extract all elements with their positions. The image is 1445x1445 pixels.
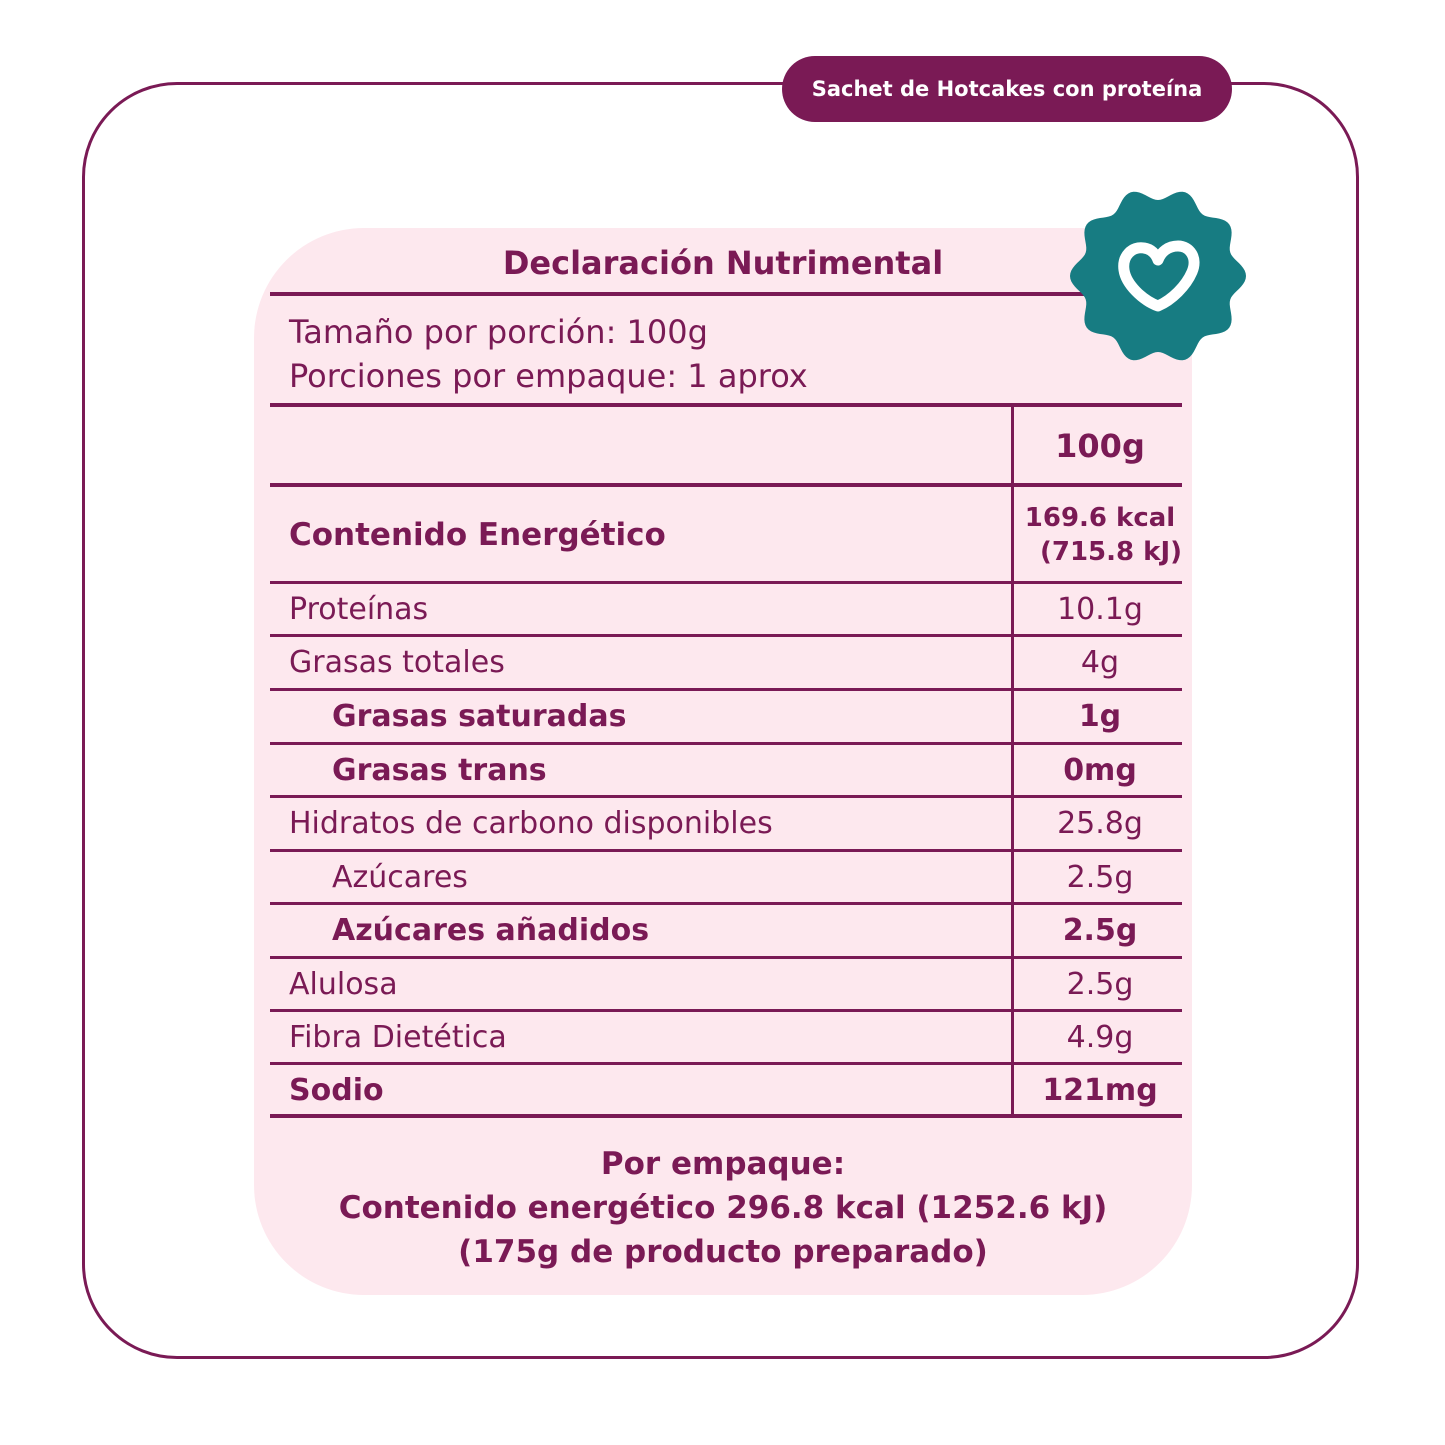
row-value-grasas-totales: 4g <box>1080 645 1120 680</box>
package-footer <box>254 1142 1192 1274</box>
row-label-proteinas: Proteínas <box>289 591 429 627</box>
panel-title: Declaración Nutrimental <box>502 244 944 282</box>
row-value-grasas-saturadas: 1g <box>1078 699 1122 734</box>
row-label-grasas-trans: Grasas trans <box>332 752 547 788</box>
row-value-azucares-anadidos: 2.5g <box>1062 913 1138 948</box>
footer-note: (175g de producto preparado) <box>458 1234 988 1270</box>
row-label-azucares-anadidos: Azúcares añadidos <box>332 913 650 948</box>
row-value-alulosa: 2.5g <box>1066 966 1134 1002</box>
row-label-azucares: Azúcares <box>332 859 468 895</box>
footer-energy: Contenido energético 296.8 kcal (1252.6 kJ) <box>338 1190 1108 1226</box>
energy-kcal: 169.6 kcal <box>1024 502 1176 533</box>
row-label-fibra: Fibra Dietética <box>289 1019 507 1055</box>
energy-label: Contenido Energético <box>289 516 666 553</box>
row-value-azucares: 2.5g <box>1066 859 1134 895</box>
row-value-sodio: 121mg <box>1042 1072 1158 1108</box>
product-tag: Sachet de Hotcakes con proteína <box>782 56 1232 122</box>
row-label-hidratos: Hidratos de carbono disponibles <box>289 806 773 841</box>
row-value-grasas-trans: 0mg <box>1063 752 1137 788</box>
column-header: 100g <box>1055 426 1145 465</box>
row-label-alulosa: Alulosa <box>289 966 398 1002</box>
row-label-sodio: Sodio <box>289 1072 384 1108</box>
divider-title <box>270 292 1182 296</box>
footer-heading: Por empaque: <box>600 1146 846 1182</box>
row-value-proteinas: 10.1g <box>1057 591 1143 627</box>
row-label-grasas-totales: Grasas totales <box>289 645 505 680</box>
heart-badge-icon <box>1068 186 1248 366</box>
scalloped-badge-shape <box>1070 192 1246 360</box>
divider-bottom <box>270 1114 1182 1118</box>
energy-kj: (715.8 kJ) <box>1039 536 1183 567</box>
row-label-grasas-saturadas: Grasas saturadas <box>332 699 627 734</box>
row-value-hidratos: 25.8g <box>1057 806 1143 841</box>
energy-value <box>1014 487 1186 582</box>
row-value-fibra: 4.9g <box>1066 1019 1134 1055</box>
serving-size: Tamaño por porción: 100g <box>289 313 708 351</box>
servings-per-package: Porciones por empaque: 1 aprox <box>289 357 808 395</box>
